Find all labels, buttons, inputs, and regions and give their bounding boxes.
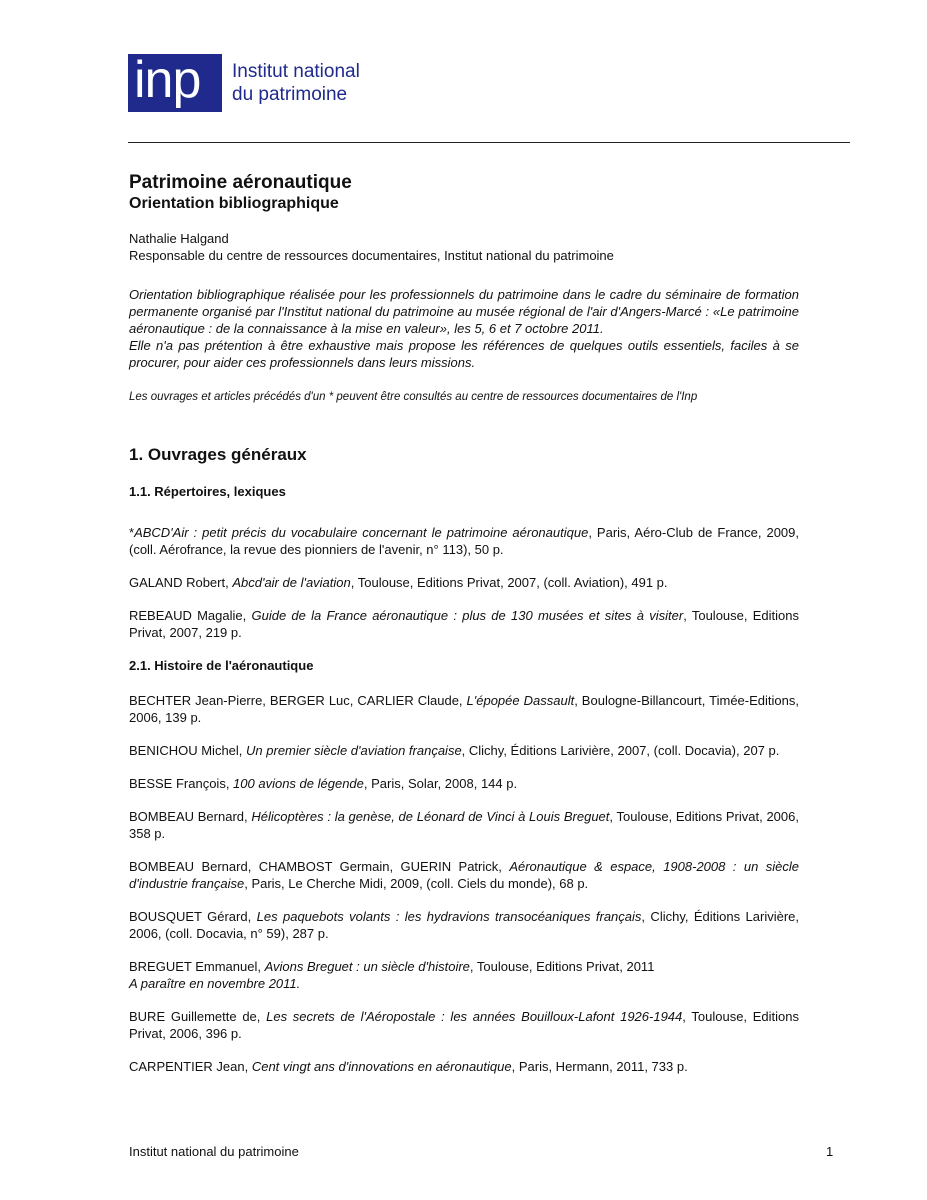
logo-line-1: Institut national: [232, 61, 360, 82]
bibliography-entry: BOUSQUET Gérard, Les paquebots volants : les hydravions transocéaniques français, Clichy, Éditions Larivière, 2006, (coll. Docavia, n° 59), 287 p.: [129, 909, 800, 941]
header-divider: [128, 142, 850, 143]
subsection-heading: 1.1. Répertoires, lexiques: [129, 484, 286, 499]
intro-paragraph-2: Elle n'a pas prétention à être exhaustive mais propose les références de quelques outils essentiels, faciles à se procurer, pour aider ces professionnels dans leurs missions.: [129, 338, 799, 370]
bibliography-entry: BURE Guillemette de, Les secrets de l'Aéropostale : les années Bouilloux-Lafont 1926-1944, Toulouse, Editions Privat, 2006, 396 p.: [129, 1009, 800, 1041]
subsection-heading: 2.1. Histoire de l'aéronautique: [129, 658, 314, 673]
bibliography-entry: BREGUET Emmanuel, Avions Breguet : un siècle d'histoire, Toulouse, Editions Privat, 2011 A paraître en novembre 2011.: [129, 959, 655, 991]
bibliography-entry: BOMBEAU Bernard, CHAMBOST Germain, GUERIN Patrick, Aéronautique & espace, 1908-2008 : un siècle d'industrie française, Paris, Le Cherche Midi, 2009, (coll. Ciels du monde), 68 p.: [129, 859, 799, 891]
document-title: Patrimoine aéronautique: [129, 172, 352, 193]
author-name: Nathalie Halgand: [129, 231, 229, 246]
author-role: Responsable du centre de ressources documentaires, Institut national du patrimoine: [129, 248, 614, 263]
bibliography-entry: REBEAUD Magalie, Guide de la France aéronautique : plus de 130 musées et sites à visiter, Toulouse, Editions Privat, 2007, 219 p.: [129, 608, 799, 640]
footer-institution: Institut national du patrimoine: [129, 1144, 299, 1159]
logo-wordmark: [232, 60, 432, 106]
logo-line-2: du patrimoine: [232, 84, 348, 105]
document-subtitle: Orientation bibliographique: [129, 195, 339, 212]
bibliography-entry: BESSE François, 100 avions de légende, Paris, Solar, 2008, 144 p.: [129, 776, 518, 791]
page-number: 1: [826, 1144, 834, 1159]
bibliography-entry: BECHTER Jean-Pierre, BERGER Luc, CARLIER Claude, L'épopée Dassault, Boulogne-Billancourt, Timée-Editions, 2006, 139 p.: [129, 693, 799, 725]
bibliography-entry: BOMBEAU Bernard, Hélicoptères : la genèse, de Léonard de Vinci à Louis Breguet, Toulouse, Editions Privat, 2006, 358 p.: [129, 809, 799, 841]
bibliography-entry: CARPENTIER Jean, Cent vingt ans d'innovations en aéronautique, Paris, Hermann, 2011, 733 p.: [129, 1059, 688, 1074]
document-body: [129, 172, 799, 1091]
bibliography-entry: GALAND Robert, Abcd'air de l'aviation, Toulouse, Editions Privat, 2007, (coll. Aviation), 491 p.: [129, 575, 668, 590]
intro-paragraph-1: Orientation bibliographique réalisée pour les professionnels du patrimoine dans le cadre du séminaire de formation permanente organisé par l'Institut national du patrimoine au musée régional de l'air d'Angers-Marcé : «Le patrimoine aéronautique : de la connaissance à la mise en valeur», les 5, 6 et 7 octobre 2011.: [129, 287, 799, 336]
bibliography-entry: BENICHOU Michel, Un premier siècle d'aviation française, Clichy, Éditions Larivière, 2007, (coll. Docavia), 207 p.: [129, 743, 780, 758]
bibliography-entry: *ABCD'Air : petit précis du vocabulaire concernant le patrimoine aéronautique, Paris, Aéro-Club de France, 2009, (coll. Aérofrance, la revue des pionniers de l'avenir, n° 113), 50 p.: [129, 525, 799, 557]
availability-note: Les ouvrages et articles précédés d'un * peuvent être consultés au centre de ressources documentaires de l'Inp: [129, 391, 698, 403]
section-heading: 1. Ouvrages généraux: [129, 445, 307, 464]
logo-mark: inp: [128, 54, 222, 112]
